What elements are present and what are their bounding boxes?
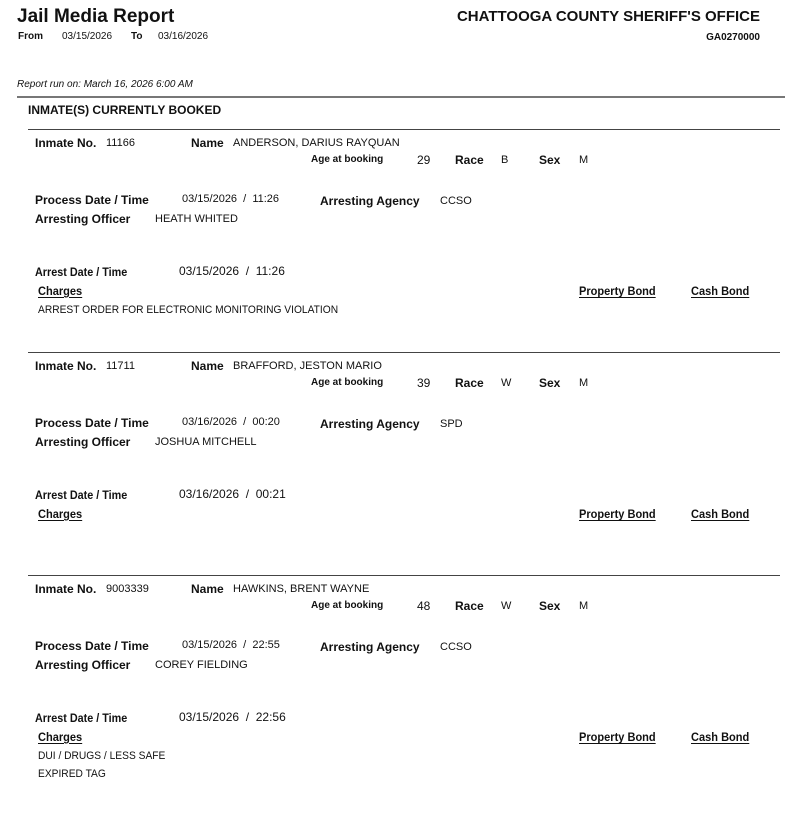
report-title: Jail Media Report	[17, 6, 175, 27]
sex-label: Sex	[539, 599, 561, 613]
age-value: 48	[417, 599, 431, 613]
name-value: BRAFFORD, JESTON MARIO	[233, 360, 382, 372]
property-bond-header: Property Bond	[579, 507, 656, 521]
property-bond-header: Property Bond	[579, 284, 656, 298]
process-date-label: Process Date / Time	[35, 193, 149, 207]
inmate-no-value: 11166	[106, 137, 135, 149]
name-label: Name	[191, 582, 224, 596]
section-title: INMATE(S) CURRENTLY BOOKED	[28, 103, 222, 117]
process-date-value: 03/16/2026 / 00:20	[182, 416, 280, 428]
to-label: To	[131, 31, 143, 42]
race-value: W	[501, 600, 512, 612]
charge-item: ARREST ORDER FOR ELECTRONIC MONITORING VIOLATION	[38, 304, 339, 316]
process-date-value: 03/15/2026 / 11:26	[182, 193, 280, 205]
inmate-no-label: Inmate No.	[35, 359, 97, 373]
arrest-date-value: 03/15/2026 / 11:26	[179, 264, 285, 278]
age-label: Age at booking	[311, 377, 384, 388]
process-date-value: 03/15/2026 / 22:55	[182, 639, 280, 651]
inmate-no-label: Inmate No.	[35, 582, 97, 596]
sex-value: M	[579, 154, 589, 166]
process-date-label: Process Date / Time	[35, 416, 149, 430]
sex-label: Sex	[539, 376, 561, 390]
age-value: 29	[417, 153, 431, 167]
process-date-label: Process Date / Time	[35, 639, 149, 653]
charges-header: Charges	[38, 730, 83, 744]
arrest-date-label: Arrest Date / Time	[35, 488, 128, 502]
arresting-agency-label: Arresting Agency	[320, 640, 420, 654]
arrest-date-value: 03/15/2026 / 22:56	[179, 710, 286, 724]
inmate-record	[0, 129, 800, 351]
name-label: Name	[191, 359, 224, 373]
arresting-agency-value: CCSO	[440, 641, 472, 653]
property-bond-header: Property Bond	[579, 730, 656, 744]
race-value: B	[501, 154, 509, 166]
age-value: 39	[417, 376, 431, 390]
inmate-no-value: 9003339	[106, 583, 149, 595]
arrest-date-label: Arrest Date / Time	[35, 265, 128, 279]
header-divider	[17, 96, 785, 98]
arrest-date-label: Arrest Date / Time	[35, 711, 128, 725]
race-label: Race	[455, 599, 484, 613]
inmate-record	[0, 352, 800, 574]
arresting-officer-value: JOSHUA MITCHELL	[155, 436, 257, 448]
record-divider	[28, 352, 780, 353]
arresting-officer-label: Arresting Officer	[35, 212, 131, 226]
arresting-agency-label: Arresting Agency	[320, 417, 420, 431]
arresting-agency-value: CCSO	[440, 195, 472, 207]
to-date: 03/16/2026	[158, 31, 209, 42]
inmate-record	[0, 575, 800, 797]
cash-bond-header: Cash Bond	[691, 730, 750, 744]
charge-item: DUI / DRUGS / LESS SAFE	[38, 750, 166, 762]
record-divider	[28, 575, 780, 576]
arresting-officer-label: Arresting Officer	[35, 435, 131, 449]
sex-value: M	[579, 377, 589, 389]
cash-bond-header: Cash Bond	[691, 284, 750, 298]
sex-label: Sex	[539, 153, 561, 167]
name-value: HAWKINS, BRENT WAYNE	[233, 583, 370, 595]
agency-name: CHATTOOGA COUNTY SHERIFF'S OFFICE	[456, 8, 760, 25]
age-label: Age at booking	[311, 154, 384, 165]
arresting-agency-value: SPD	[440, 418, 463, 430]
race-label: Race	[455, 376, 484, 390]
agency-ori: GA0270000	[706, 32, 760, 43]
arresting-officer-label: Arresting Officer	[35, 658, 131, 672]
charges-header: Charges	[38, 507, 83, 521]
arresting-officer-value: HEATH WHITED	[155, 213, 238, 225]
inmate-no-value: 11711	[106, 360, 135, 372]
inmate-no-label: Inmate No.	[35, 136, 97, 150]
arresting-agency-label: Arresting Agency	[320, 194, 420, 208]
record-divider	[28, 129, 780, 130]
report-run-on: Report run on: March 16, 2026 6:00 AM	[17, 79, 193, 90]
cash-bond-header: Cash Bond	[691, 507, 750, 521]
from-label: From	[18, 31, 43, 42]
arrest-date-value: 03/16/2026 / 00:21	[179, 487, 286, 501]
arresting-officer-value: COREY FIELDING	[155, 659, 248, 671]
charge-item: EXPIRED TAG	[38, 768, 106, 780]
age-label: Age at booking	[311, 600, 384, 611]
race-label: Race	[455, 153, 484, 167]
from-date: 03/15/2026	[62, 31, 113, 42]
name-value: ANDERSON, DARIUS RAYQUAN	[233, 137, 400, 149]
name-label: Name	[191, 136, 224, 150]
charges-header: Charges	[38, 284, 83, 298]
race-value: W	[501, 377, 512, 389]
sex-value: M	[579, 600, 589, 612]
